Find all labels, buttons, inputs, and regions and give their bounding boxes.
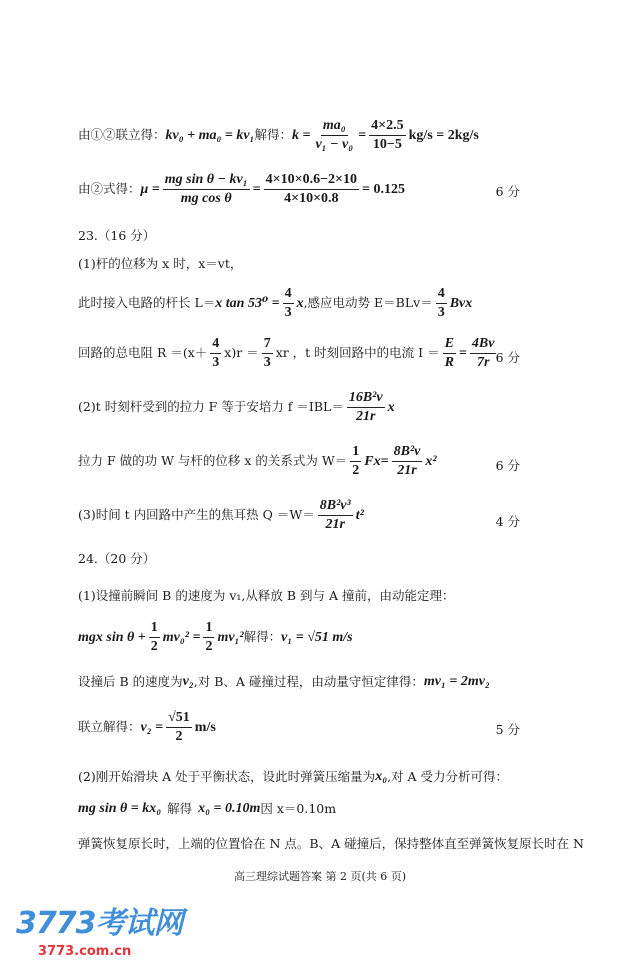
text: 解得: [167, 800, 193, 816]
equation: kv₀ + ma₀ = kv₁: [165, 127, 255, 143]
fraction: [264, 172, 359, 207]
text: 弹簧恢复原长时，上端的位置恰在 N 点。B、A 碰撞后，保持整体直至弹簧恢复原长时在 N: [78, 836, 584, 851]
denominator: 3: [212, 355, 220, 371]
denominator: 2: [150, 639, 158, 655]
equation: μ =: [140, 181, 160, 197]
equation-line-2: [78, 172, 528, 207]
denominator: 2: [205, 639, 213, 655]
denominator: 7r: [476, 355, 490, 371]
fraction: [163, 172, 250, 207]
equation: m/s: [194, 719, 216, 735]
text: ,对 B、A 碰撞过程，由动量守恒定律得：: [193, 673, 424, 689]
numerator: 4: [283, 286, 294, 304]
equation: t²: [355, 507, 364, 523]
fraction: [210, 336, 221, 371]
equation: x₀: [375, 769, 388, 784]
equation-line-8: [78, 444, 528, 479]
fraction: [443, 336, 456, 371]
denominator: 3: [437, 305, 445, 321]
denominator: 10−5: [372, 137, 402, 153]
text: (1)设撞前瞬间 B 的速度为 v₁,从释放 B 到与 A 撞前，由动能定理：: [78, 588, 455, 603]
equation-line-5: [78, 286, 528, 321]
equation: x tan 53⁰ =: [215, 295, 280, 311]
fraction: [313, 118, 355, 153]
score-label: 5 分: [495, 722, 520, 737]
score-label: 6 分: [495, 458, 520, 473]
fraction: [149, 620, 160, 655]
logo-main-text: 3773考试网: [16, 906, 183, 941]
equation: kg/s = 2kg/s: [408, 127, 479, 143]
numerator: 4×2.5: [369, 118, 405, 136]
fraction: [203, 620, 214, 655]
text: 由①②联立得：: [78, 127, 166, 143]
equation: Bvx: [449, 295, 473, 311]
fraction: [350, 444, 361, 479]
equation: mv₁ = 2mv₂: [423, 674, 490, 689]
text: 设撞后 B 的速度为: [78, 673, 183, 689]
denominator: 21r: [325, 517, 345, 533]
fraction: [347, 390, 385, 425]
equation-line-16: [78, 802, 528, 816]
equation: v₁ = √51 m/s: [281, 629, 353, 645]
text-line-4: [78, 258, 528, 271]
text: ,对 A 受力分析可得：: [387, 768, 509, 784]
text: (3)时间 t 内回路中产生的焦耳热 Q ＝W＝: [78, 507, 315, 523]
equation-line-13: [78, 675, 528, 689]
text: 联立解得：: [78, 719, 141, 735]
fraction: [283, 286, 294, 321]
denominator: 2: [175, 729, 183, 745]
equation: k =: [291, 127, 311, 143]
denominator: 3: [263, 355, 271, 371]
text: x)r ＝: [224, 345, 259, 361]
fraction: [436, 286, 447, 321]
numerator: 4: [436, 286, 447, 304]
equation: v₂: [182, 674, 194, 689]
numerator: 1: [149, 620, 160, 638]
numerator: E: [443, 336, 456, 354]
text-line-15: [78, 770, 528, 784]
equation: v₂ =: [140, 719, 164, 735]
equation: =: [358, 127, 367, 143]
equation-line-6: [78, 336, 528, 371]
equation: x: [296, 295, 304, 311]
numerator: ma₀: [321, 118, 348, 136]
text: (2)刚开始滑块 A 处于平衡状态，设此时弹簧压缩量为: [78, 768, 376, 784]
numerator: 8B²v: [392, 444, 423, 462]
equation-line-9: [78, 498, 528, 533]
denominator: R: [444, 355, 454, 371]
numerator: 16B²v: [347, 390, 385, 408]
text: 因 x＝0.10m: [260, 800, 337, 816]
text: ,感应电动势 E＝BLv＝: [303, 295, 433, 311]
text: xr ，t 时刻回路中的电流 I ＝: [275, 345, 440, 361]
numerator: 1: [203, 620, 214, 638]
equation: x: [387, 399, 395, 415]
equation: =: [252, 181, 261, 197]
fraction: [470, 336, 497, 371]
equation: mv₁²: [217, 629, 244, 645]
text: 解得：: [243, 629, 282, 645]
fraction: [318, 498, 353, 533]
equation: =: [458, 345, 467, 361]
numerator: √51: [166, 710, 192, 728]
text: 回路的总电阻 R ＝(x＋: [78, 345, 208, 361]
denominator: 3: [284, 305, 292, 321]
equation: = 0.125: [362, 181, 406, 197]
denominator: 21r: [355, 409, 376, 425]
numerator: 4: [210, 336, 221, 354]
numerator: 4×10×0.6−2×10: [264, 172, 359, 190]
text: 解得：: [254, 127, 292, 143]
text: 此时接入电路的杆长 L＝: [78, 295, 216, 311]
score-label: 4 分: [495, 514, 520, 529]
equation: x₀ = 0.10m: [198, 801, 261, 816]
numerator: mg sin θ − kv₁: [163, 172, 250, 190]
text: (1)杆的位移为 x 时，x＝vt，: [78, 256, 243, 271]
question-header-24: [78, 553, 528, 566]
numerator: 8B²v³: [318, 498, 353, 516]
fraction: [262, 336, 273, 371]
text: 24.（20 分）: [78, 551, 156, 566]
numerator: 4Bv: [470, 336, 497, 354]
equation: mgx sin θ +: [78, 629, 146, 645]
equation: mv₀² =: [162, 629, 201, 645]
question-header-23: [78, 230, 528, 243]
text: (2)t 时刻杆受到的拉力 F 等于安培力 f ＝IBL＝: [78, 399, 344, 415]
fraction: [166, 710, 192, 745]
text-line-11: [78, 590, 528, 603]
denominator: v₁ − v₀: [315, 137, 354, 153]
numerator: 7: [262, 336, 273, 354]
equation: mg sin θ = kx₀: [78, 801, 162, 816]
logo-sub-text: 3773.com.cn: [38, 944, 132, 959]
numerator: 1: [350, 444, 361, 462]
equation: x²: [425, 453, 437, 469]
equation-line-12: [78, 620, 528, 655]
fraction: [392, 444, 423, 479]
fraction: [369, 118, 405, 153]
denominator: mg cos θ: [180, 191, 232, 207]
score-label: 6 分: [495, 350, 520, 365]
equation-line-7: [78, 390, 528, 425]
text: 23.（16 分）: [78, 228, 156, 243]
text: 由②式得：: [78, 181, 141, 197]
site-logo: [16, 898, 186, 958]
denominator: 2: [352, 463, 360, 479]
equation-line-1: [78, 118, 528, 153]
page-footer: 高三理综试题答案 第 2 页(共 6 页): [233, 870, 407, 883]
equation: Fx=: [364, 453, 389, 469]
score-label: 6 分: [495, 184, 520, 199]
denominator: 4×10×0.8: [284, 191, 339, 207]
text-line-17: [78, 836, 584, 851]
denominator: 21r: [397, 463, 417, 479]
text: 拉力 F 做的功 W 与杆的位移 x 的关系式为 W＝: [78, 453, 348, 469]
equation-line-14: [78, 710, 528, 745]
